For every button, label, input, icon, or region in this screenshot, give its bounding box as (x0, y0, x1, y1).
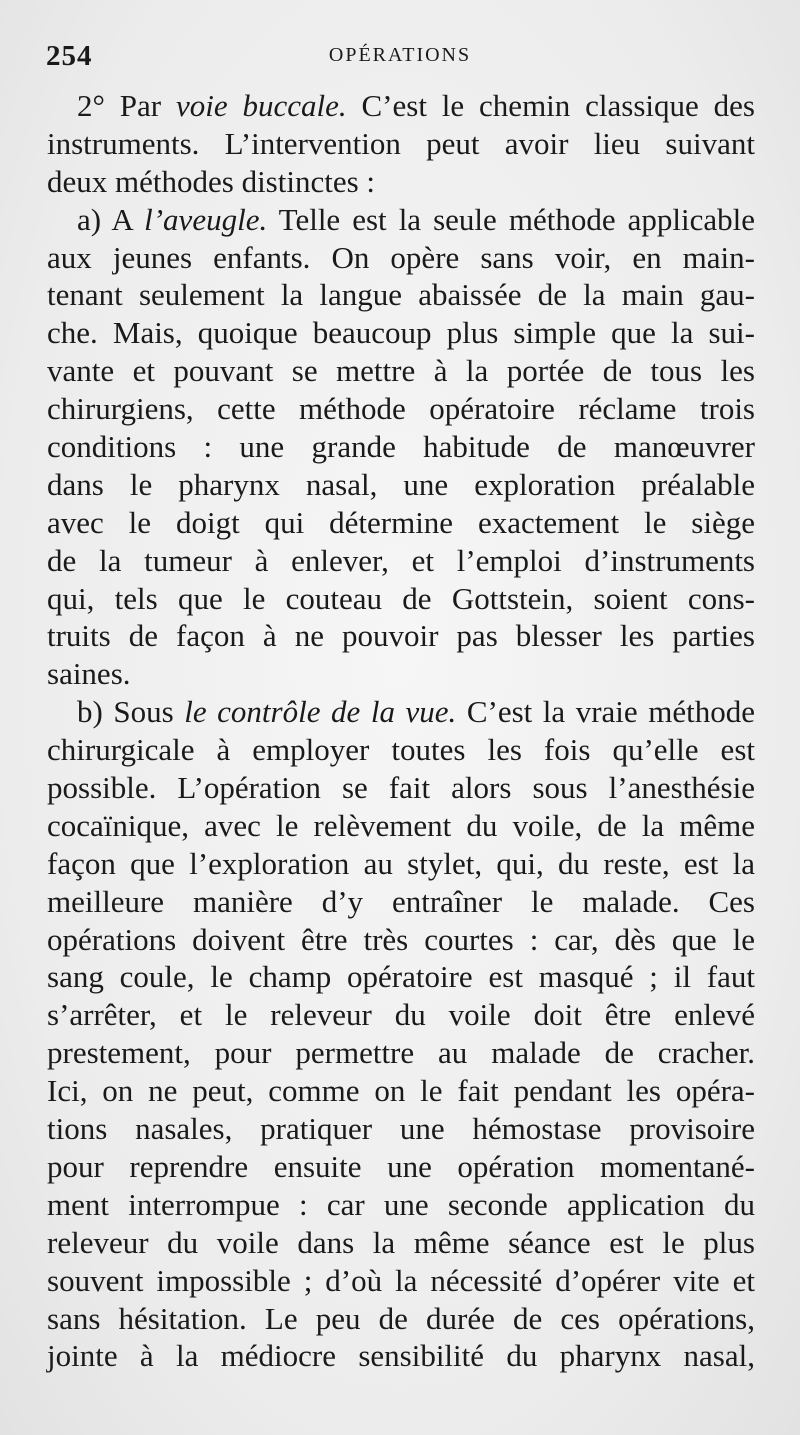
text-line: opérations doivent être très courtes : car, dès que le (47, 921, 755, 957)
italic-phrase: l’aveugle. (144, 201, 268, 237)
text-line: dans le pharynx nasal, une exploration préalable (47, 466, 755, 502)
text-line: Ici, on ne peut, comme on le fait pendant les opéra- (47, 1073, 755, 1109)
text-line: de la tumeur à enlever, et l’emploi d’instruments (47, 542, 755, 578)
page-header (46, 40, 754, 80)
text-line: conditions : une grande habitude de manœuvrer (47, 429, 755, 465)
text-line: façon que l’exploration au stylet, qui, du reste, est la (47, 845, 755, 881)
text-line: qui, tels que le couteau de Gottstein, soient cons- (47, 580, 755, 616)
text-line: tions nasales, pratiquer une hémostase provisoire (47, 1111, 755, 1147)
text-line: chirurgiens, cette méthode opératoire réclame trois (47, 391, 755, 427)
italic-phrase: voie buccale. (175, 88, 347, 123)
text-line: pour reprendre ensuite une opération momentané- (47, 1148, 755, 1184)
text-line: s’arrêter, et le releveur du voile doit être enlevé (47, 997, 755, 1033)
text-span: C’est la vraie méthode (456, 694, 755, 730)
text-line: instruments. L’intervention peut avoir lieu suivant (47, 125, 755, 161)
text-line: meilleure manière d’y entraîner le malade. Ces (47, 883, 755, 919)
text-line: ment interrompue : car une seconde application du (47, 1186, 755, 1222)
text-line (47, 693, 755, 731)
text-span: 2° Par (77, 88, 176, 123)
text-span: a) A (77, 201, 145, 237)
text-line: che. Mais, quoique beaucoup plus simple que la sui- (47, 315, 755, 351)
text-span: Telle est la seule méthode applicable (267, 201, 755, 237)
text-line: saines. (47, 656, 131, 692)
text-line: releveur du voile dans la même séance est le plus (47, 1224, 755, 1260)
text-line: avec le doigt qui détermine exactement le siège (47, 504, 755, 540)
text-line: chirurgicale à employer toutes les fois qu’elle est (47, 732, 755, 768)
text-line: jointe à la médiocre sensibilité du pharynx nasal, (47, 1338, 755, 1374)
text-line (47, 201, 755, 239)
text-line (47, 87, 755, 125)
body-text (47, 87, 755, 1375)
text-line: sang coule, le champ opératoire est masqué ; il faut (47, 959, 755, 995)
text-line: aux jeunes enfants. On opère sans voir, en main- (47, 239, 755, 275)
text-line: cocaïnique, avec le relèvement du voile, de la même (47, 807, 755, 843)
text-line: deux méthodes distinctes : (47, 163, 376, 199)
text-line: tenant seulement la langue abaissée de la main gau- (47, 277, 755, 313)
page-number: 254 (46, 40, 93, 72)
text-span: C’est le chemin classique des (346, 88, 755, 123)
text-span: b) Sous (77, 694, 185, 730)
text-line: souvent impossible ; d’où la nécessité d’opérer vite et (47, 1262, 755, 1298)
text-line: sans hésitation. Le peu de durée de ces opérations, (47, 1300, 755, 1336)
italic-phrase: le contrôle de la vue. (184, 694, 457, 730)
text-line: vante et pouvant se mettre à la portée de tous les (47, 353, 755, 389)
text-line: truits de façon à ne pouvoir pas blesser les parties (47, 618, 755, 654)
text-line: prestement, pour permettre au malade de cracher. (47, 1035, 755, 1071)
running-head: OPÉRATIONS (328, 44, 472, 66)
text-line: possible. L’opération se fait alors sous l’anesthésie (47, 770, 755, 806)
